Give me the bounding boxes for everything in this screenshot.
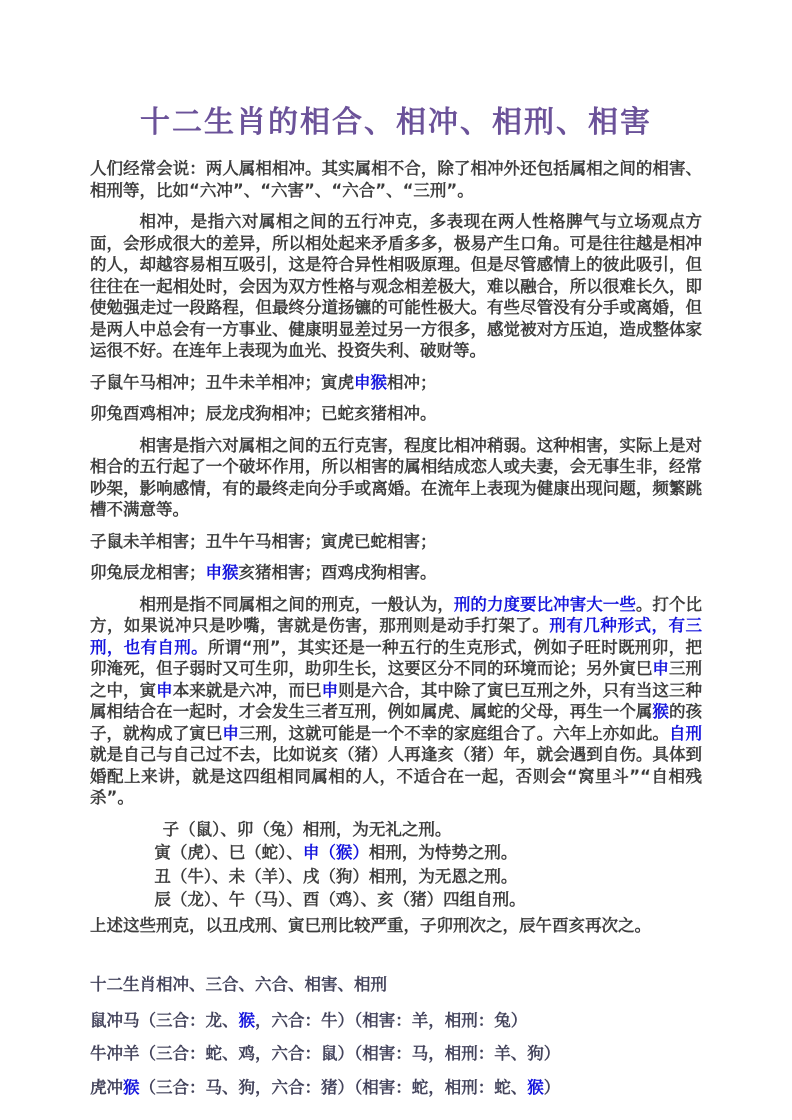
highlighted-text: 申（猴） [302,843,369,862]
highlighted-text: 申 [156,680,173,700]
xing-group-line-3 [90,866,702,888]
text-run: 三刑之中，寅 [90,659,703,700]
highlighted-text: 申 [321,680,339,700]
highlighted-text: 申猴 [205,563,239,582]
hai-pairs-line-2 [90,562,702,584]
highlighted-text: 刑有几种形式，有三刑，也有自刑。 [90,616,703,657]
highlighted-text: 猴 [238,1010,255,1030]
text-run: 子鼠午马相冲；丑牛未羊相冲；寅虎 [90,372,354,392]
highlighted-text: 猴 [652,702,669,721]
chong-pairs-line-2 [90,403,702,425]
text-run: 本来就是六冲，而巳 [172,680,322,700]
xiangchong-paragraph [90,211,702,362]
text-run: （三合：马、狗，六合：猪）（相害：蛇，相刑：蛇、 [139,1077,528,1097]
text-run: 辰（龙）、午（马）、酉（鸡）、亥（猪）四组自刑。 [154,890,526,909]
text-run: 相刑，为恃势之刑。 [368,843,518,862]
text-run: 三刑，这就可能是一个不幸的家庭组合了。六年上亦如此。 [238,723,669,743]
table-subheading [90,974,702,996]
xing-summary-line [90,915,702,937]
text-run: 卯兔酉鸡相冲；辰龙戌狗相冲；已蛇亥猪相冲。 [90,404,437,423]
highlighted-text: 猴 [123,1077,140,1097]
text-run: 牛冲羊（三合：蛇、鸡，六合：鼠）（相害：马，相刑：羊、狗） [90,1044,561,1063]
highlighted-text: 刑的力度要比冲害大一些 [453,594,636,614]
text-run: 所谓“刑”，其实还是一种五行的生克形式，例如子旺时既刑卯，把卯淹死，但子弱时又可生卯，助卯生长，这要区分不同的环境而论；另外寅巳 [90,637,702,678]
text-run: 寅（虎）、巳（蛇）、 [154,843,303,862]
text-run: 上述这些刑克，以丑戌刑、寅巳刑比较严重，子卯刑次之，辰午酉亥再次之。 [90,915,651,935]
highlighted-text: 自刑 [668,723,703,743]
text-run: 子（鼠）、卯（兔）相刑，为无礼之刑。 [162,819,452,839]
xianghai-paragraph [90,435,702,521]
zodiac-row-tiger [90,1077,702,1099]
text-run: 丑（牛）、未（羊）、戌（狗）相刑，为无恩之刑。 [154,866,518,886]
document-body [90,158,702,1098]
text-run: 虎冲 [90,1077,123,1097]
text-run: 的孩子，就构成了寅巳 [90,702,703,743]
highlighted-text: 申 [652,659,669,678]
xing-group-line-1 [90,819,702,841]
highlighted-text: 申猴 [354,372,387,392]
text-run: 则是六合，其中除了寅巳互刑之外，只有当这三种属相结合在一起时，才会发生三者互刑，例如属虎、属蛇的父母，再生一个属 [90,680,703,721]
zodiac-row-ox [90,1043,702,1065]
text-run: 相害是指六对属相之间的五行克害，程度比相冲稍弱。这种相害，实际上是对相合的五行起了一个破坏作用，所以相害的属相结成恋人或夫妻，会无事生非，经常吵架，影响感情，有的最终走向分手或离婚。在流年上表现为健康出现问题，频繁跳槽不满意等。 [90,435,702,519]
text-run: 人们经常会说：两人属相相冲。其实属相不合，除了相冲外还包括属相之间的相害、相刑等，比如“六冲”、“六害”、“六合”、“三刑”。 [90,159,702,200]
text-run: 卯兔辰龙相害； [90,563,206,582]
highlighted-text: 猴 [527,1077,544,1097]
xiangxing-paragraph [90,594,702,809]
xing-group-line-2 [90,842,702,864]
text-run: 。打个比方，如果说冲只是吵嘴，害就是伤害，那刑则是动手打架了。 [90,594,703,635]
text-run: ） [543,1077,561,1097]
text-run: 亥猪相害；酉鸡戌狗相害。 [238,563,437,582]
text-run: 鼠冲马（三合：龙、 [90,1010,239,1030]
text-run: ，六合：牛）（相害：羊，相刑：兔） [255,1010,528,1030]
chong-pairs-line-1 [90,372,702,394]
text-run: 相刑是指不同属相之间的刑克，一般认为， [139,594,454,614]
zodiac-row-rat [90,1010,702,1032]
highlighted-text: 申 [222,723,239,743]
xing-group-line-4 [90,889,702,911]
text-run: 就是自己与自己过不去，比如说亥（猪）人再逢亥（猪）年，就会遇到自伤。具体到婚配上来讲，就是这四组相同属相的人，不适合在一起，否则会“窝里斗”“自相残杀”。 [90,745,702,807]
text-run: 相冲，是指六对属相之间的五行冲克，多表现在两人性格脾气与立场观点方面，会形成很大的差异，所以相处起来矛盾多多，极易产生口角。可是往往越是相冲的人，却越容易相互吸引，这是符合异性相吸原理。但是尽管感情上的彼此吸引，但往往在一起相处时，会因为双方性格与观念相差极大，难以融合，所以很难长久，即使勉强走过一段路程，但最终分道扬镳的可能性极大。有些尽管没有分手或离婚，但是两人中总会有一方事业、健康明显差过另一方很多，感觉被对方压迫，造成整体家运很不好。在连年上表现为血光、投资失利、破财等。 [90,212,702,360]
text-run: 相冲； [387,372,437,392]
text-run: 十二生肖相冲、三合、六合、相害、相刑 [90,975,387,994]
intro-paragraph [90,158,702,201]
text-run: 子鼠未羊相害；丑牛午马相害；寅虎已蛇相害； [90,531,437,551]
page-title: 十二生肖的相合、相冲、相刑、相害 [140,105,652,140]
hai-pairs-line-1 [90,531,702,553]
